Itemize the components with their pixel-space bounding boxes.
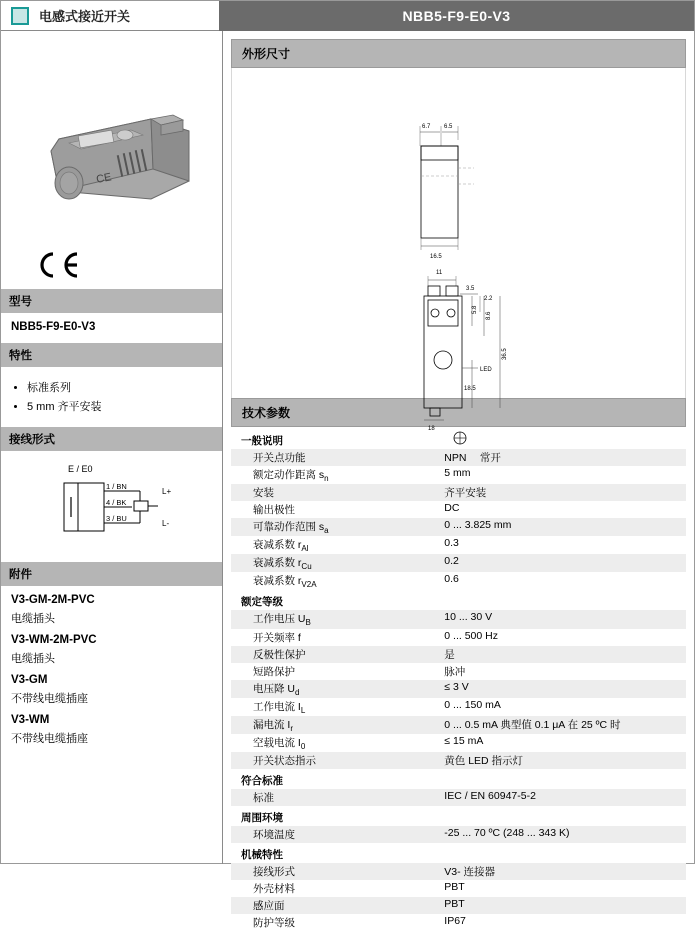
accessory-name: V3-WM-2M-PVC <box>11 634 97 646</box>
table-row: 开关点功能 NPN 常开 <box>231 449 686 466</box>
spec-group-title: 额定等级 <box>231 590 686 610</box>
wiring-diagram <box>1 451 222 562</box>
section-heading-features: 特性 <box>1 343 222 367</box>
part-number-banner: NBB5-F9-E0-V3 <box>219 1 694 31</box>
list-item <box>11 674 212 706</box>
accessory-name: V3-WM <box>11 714 50 726</box>
table-row: 电压降 $U_d$ ≤ 3 V <box>231 680 686 698</box>
spec-group-title: 周围环境 <box>231 806 686 826</box>
square-logo-icon <box>11 7 29 25</box>
model-value: NBB5-F9-E0-V3 <box>11 321 96 333</box>
accessory-desc: 不带线电缆插座 <box>11 693 88 705</box>
svg-text:18: 18 <box>428 426 435 432</box>
table-row: 额定动作距离 $s_n$ 5 mm <box>253 467 471 484</box>
table-row: 工作电流 $I_L$ 0 ... 150 mA <box>253 698 501 715</box>
table-row: 漏电流 $I_r$ 0 ... 0.5 mA 典型值 0.1 μA 在 25 ºC 时 <box>231 716 686 734</box>
table-row: 感应面 PBT <box>231 897 686 914</box>
svg-text:LED: LED <box>480 367 492 373</box>
features-body <box>1 367 222 427</box>
svg-text:11: 11 <box>436 270 443 276</box>
specs-table <box>231 429 686 931</box>
svg-text:18.5: 18.5 <box>464 386 476 392</box>
table-row: 输出极性 DC <box>253 502 460 517</box>
table-row: 工作电压 $U_B$ 10 ... 30 V <box>231 610 686 628</box>
table-row: 短路保护 脉冲 <box>253 665 466 678</box>
list-item <box>11 634 212 666</box>
spec-group-title: 机械特性 <box>231 843 686 863</box>
svg-text:L+: L+ <box>161 487 171 496</box>
spec-group-title: 一般说明 <box>231 429 686 449</box>
accessory-name: V3-GM <box>11 674 48 686</box>
list-item <box>11 594 212 626</box>
table-row: 接线形式 V3- 连接器 <box>231 863 686 880</box>
list-item: • 5 mm 齐平安装 <box>27 398 212 414</box>
table-row: 空载电流 $I_0$ ≤ 15 mA <box>253 734 484 751</box>
model-body <box>1 313 222 343</box>
accessories-body <box>1 586 222 758</box>
page-title: 电感式接近开关 <box>39 9 131 24</box>
svg-text:2.2: 2.2 <box>484 296 493 302</box>
accessory-name: V3-GM-2M-PVC <box>11 594 95 606</box>
table-row: 外壳材料 PBT <box>253 880 465 895</box>
svg-text:3 / BU: 3 / BU <box>105 514 127 523</box>
svg-text:8.6: 8.6 <box>486 311 492 320</box>
table-row: 反极性保护 是 <box>231 646 686 663</box>
section-heading-accessories: 附件 <box>1 562 222 586</box>
accessory-desc: 电缆插头 <box>11 653 55 665</box>
dimensions-heading: 外形尺寸 <box>231 39 686 68</box>
svg-text:1 / BN: 1 / BN <box>105 482 127 491</box>
table-row: 防护等级 IP67 <box>253 914 466 929</box>
table-row: 衰减系数 $r_{V2A}$ 0.6 <box>253 573 459 590</box>
wiring-title: E / E0 <box>67 464 93 474</box>
left-column <box>1 31 223 864</box>
table-row: 可靠动作范围 $s_a$ 0 ... 3.825 mm <box>231 518 686 536</box>
svg-text:CE: CE <box>95 171 113 186</box>
specs-heading: 技术参数 <box>231 398 686 427</box>
svg-text:36.5: 36.5 <box>502 348 508 360</box>
svg-text:6.5: 6.5 <box>444 124 453 130</box>
table-row: 开关频率 f 0 ... 500 Hz <box>253 629 498 644</box>
table-row: 开关状态指示 黄色 LED 指示灯 <box>231 752 686 769</box>
list-item <box>11 714 212 746</box>
table-row: 环境温度 -25 ... 70 ºC (248 ... 343 K) <box>231 826 686 843</box>
features-list <box>11 379 212 414</box>
page-header <box>1 1 694 31</box>
svg-text:6.7: 6.7 <box>422 124 431 130</box>
svg-text:16.5: 16.5 <box>430 254 442 260</box>
spec-group-title: 符合标准 <box>231 769 686 789</box>
svg-text:4 / BK: 4 / BK <box>105 498 126 507</box>
svg-text:L-: L- <box>161 519 169 528</box>
accessory-desc: 不带线电缆插座 <box>11 733 88 745</box>
product-photo <box>1 31 222 241</box>
table-row: 标准 IEC / EN 60947-5-2 <box>231 789 686 806</box>
ce-mark <box>1 241 222 289</box>
table-row: 安装 齐平安装 <box>231 484 686 501</box>
section-heading-wiring: 接线形式 <box>1 427 222 451</box>
svg-text:3.5: 3.5 <box>466 286 475 292</box>
table-row: 衰减系数 $r_{Al}$ 0.3 <box>253 537 459 554</box>
svg-text:5.8: 5.8 <box>472 305 478 314</box>
accessory-desc: 电缆插头 <box>11 613 55 625</box>
table-row: 衰减系数 $r_{Cu}$ 0.2 <box>231 554 686 572</box>
section-heading-model: 型号 <box>1 289 222 313</box>
right-column <box>223 31 694 929</box>
list-item: • 标准系列 <box>27 379 212 395</box>
